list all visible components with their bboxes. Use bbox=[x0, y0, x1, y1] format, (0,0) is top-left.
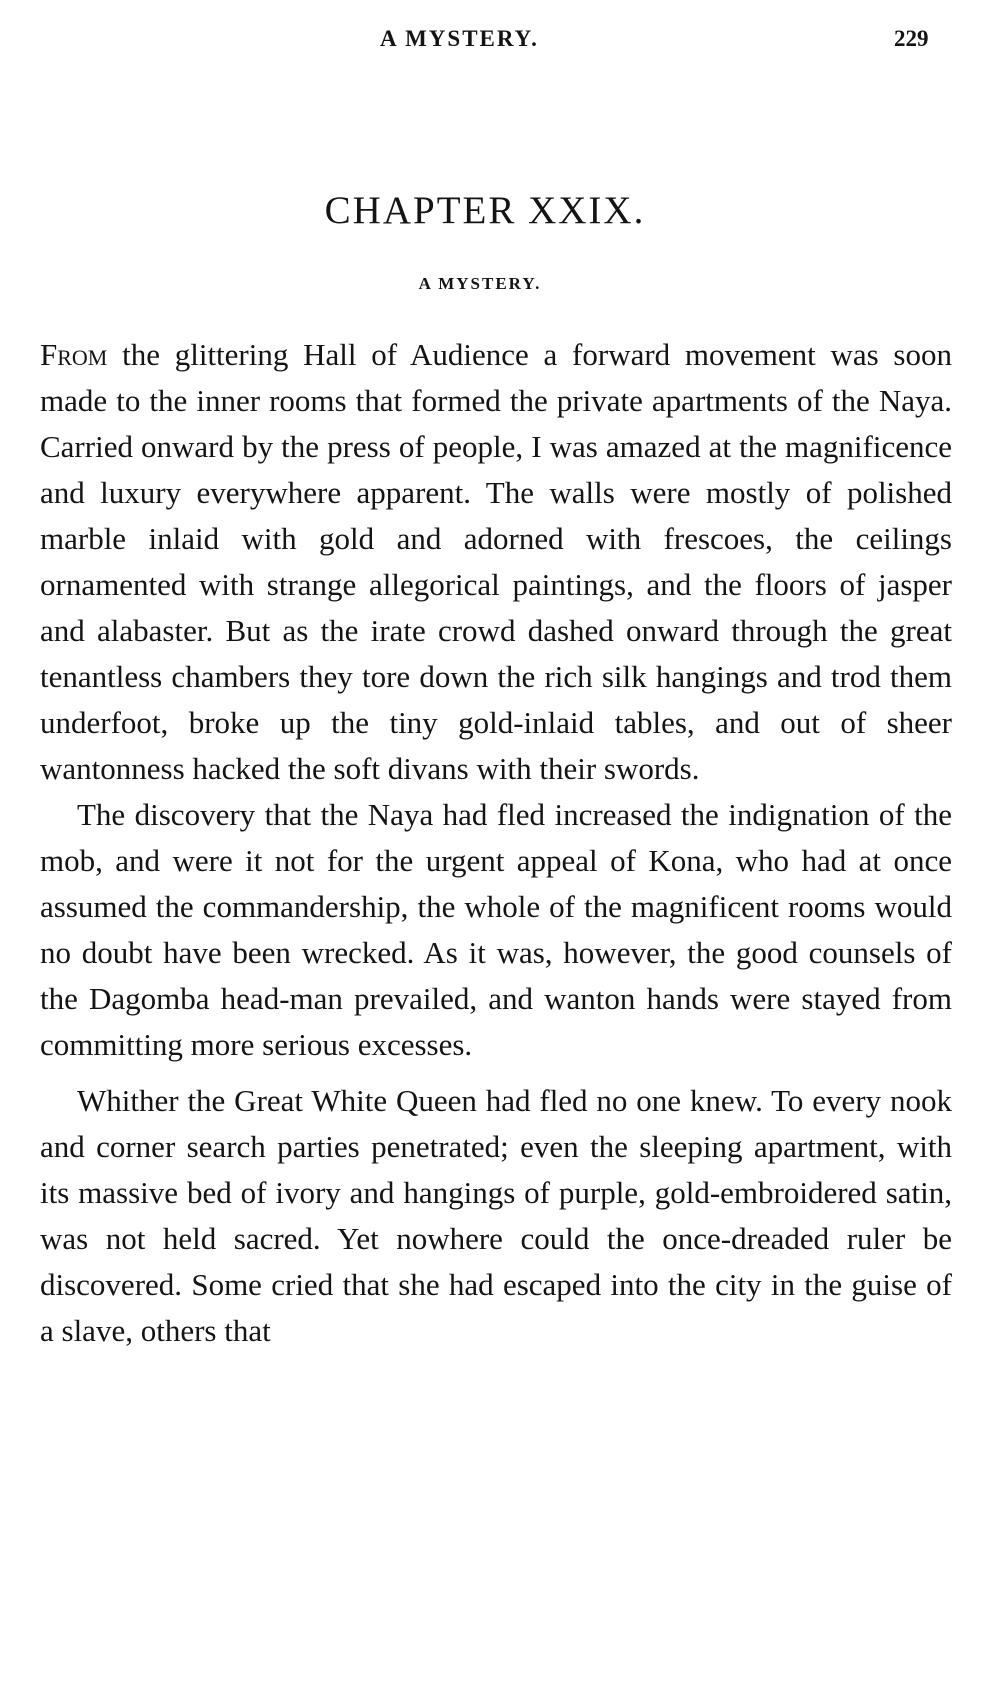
chapter-title: CHAPTER XXIX. bbox=[324, 189, 646, 232]
paragraph-1 bbox=[40, 332, 952, 792]
running-head: A MYSTERY. bbox=[380, 26, 539, 51]
paragraph-2: The discovery that the Naya had fled increased the indignation of the mob, and were it not for the urgent appeal of Kona, who had at once assumed the commandership, the whole of the magnificent rooms would no doubt have been wrecked. As it was, however, the good counsels of the Dagomba head-man prevailed, and wanton hands were stayed from committing more serious excesses. bbox=[40, 797, 952, 1062]
paragraph-3: Whither the Great White Queen had fled no one knew. To every nook and corner search parties penetrated; even the sleeping apartment, with its massive bed of ivory and hangings of purple, gold-embroidered satin, was not held sacred. Yet nowhere could the once-dreaded ruler be discovered. Some cried that she had escaped into the city in the guise of a slave, others that bbox=[40, 1083, 952, 1348]
body-text bbox=[40, 332, 952, 1354]
page-number: 229 bbox=[894, 26, 929, 51]
chapter-subtitle: A MYSTERY. bbox=[418, 274, 542, 293]
paragraph-lead-word: From bbox=[40, 337, 108, 372]
paragraph-1-text: the glittering Hall of Audience a forward movement was soon made to the inner rooms that formed the private apartments of the Naya. Carried onward by the press of people, I was amazed at the magnificence and luxury everywhere apparent. The walls were mostly of polished marble inlaid with gold and adorned with frescoes, the ceilings ornamented with strange allegorical paintings, and the floors of jasper and alabaster. But as the irate crowd dashed onward through the great tenantless chambers they tore down the rich silk hangings and trod them underfoot, broke up the tiny gold-inlaid tables, and out of sheer wantonness hacked the soft divans with their swords. bbox=[40, 337, 952, 786]
